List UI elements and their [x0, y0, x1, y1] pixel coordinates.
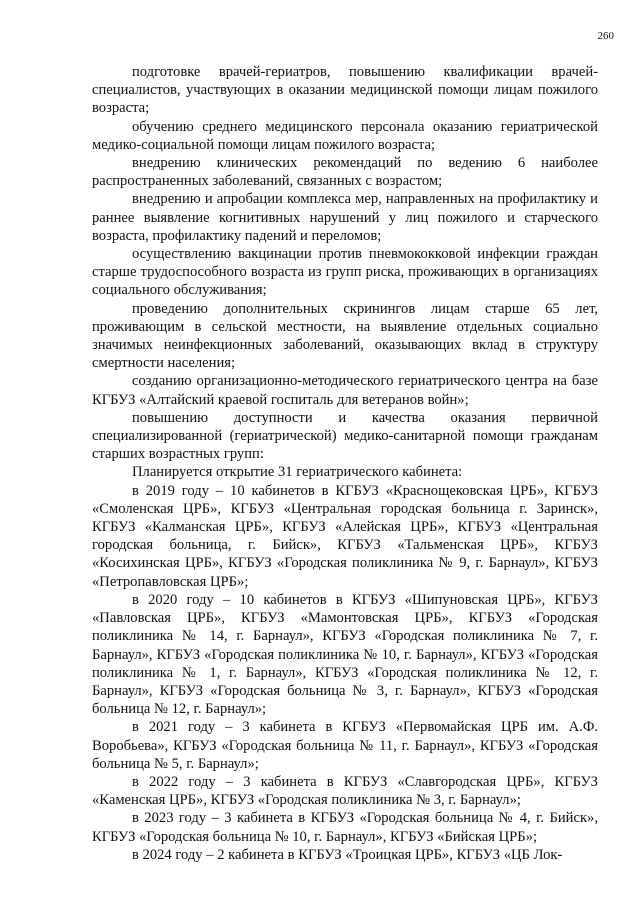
paragraph: подготовке врачей-гериатров, повышению квалификации врачей-специалистов, участвующих в оказании медицинской помощи лицам пожилого возраста;	[92, 64, 598, 117]
document-body	[92, 63, 598, 864]
paragraph: проведению дополнительных скринингов лицам старше 65 лет, проживающим в сельской местности, на выявление отдельных социально значимых неинфекционных заболеваний, оказывающих вклад в структуру смертности населения;	[92, 300, 598, 372]
paragraph: в 2020 году – 10 кабинетов в КГБУЗ «Шипуновская ЦРБ», КГБУЗ «Павловская ЦРБ», КГБУЗ «Мамонтовская ЦРБ», КГБУЗ «Городская поликлиника № 14, г. Барнаул», КГБУЗ «Городская поликлиника № 7, г. Барнаул», КГБУЗ «Городская поликлиника № 10, г. Барнаул», КГБУЗ «Городская поликлиника № 1, г. Барнаул», КГБУЗ «Городская поликлиника № 12, г. Барнаул», КГБУЗ «Городская больница № 3, г. Барнаул», КГБУЗ «Городская больница № 12, г. Барнаул»;	[92, 591, 598, 718]
paragraph: повышению доступности и качества оказания первичной специализированной (гериатрической) медико-санитарной помощи гражданам старших возрастных групп:	[92, 409, 598, 463]
paragraph: в 2024 году – 2 кабинета в КГБУЗ «Троицкая ЦРБ», КГБУЗ «ЦБ Лок-	[132, 846, 563, 863]
paragraph: внедрению клинических рекомендаций по ведению 6 наиболее распространенных заболеваний, связанных с возрастом;	[92, 155, 598, 190]
paragraph: в 2021 году – 3 кабинета в КГБУЗ «Первомайская ЦРБ им. А.Ф. Воробьева», КГБУЗ «Городская больница № 11, г. Барнаул», КГБУЗ «Городская больница № 5, г. Барнаул»;	[92, 719, 598, 772]
paragraph: в 2023 году – 3 кабинета в КГБУЗ «Городская больница № 4, г. Бийск», КГБУЗ «Городская больница № 10, г. Барнаул», КГБУЗ «Бийская ЦРБ»;	[92, 810, 598, 845]
paragraph: в 2019 году – 10 кабинетов в КГБУЗ «Краснощековская ЦРБ», КГБУЗ «Смоленская ЦРБ», КГБУЗ «Центральная городская больница г. Заринск», КГБУЗ «Калманская ЦРБ», КГБУЗ «Алейская ЦРБ», КГБУЗ «Центральная городская больница, г. Бийск», КГБУЗ «Тальменская ЦРБ», КГБУЗ «Косихинская ЦРБ», КГБУЗ «Городская поликлиника № 9, г. Барнаул», КГБУЗ «Петропавловская ЦРБ»;	[92, 482, 598, 590]
page-number: 260	[597, 30, 614, 42]
paragraph: внедрению и апробации комплекса мер, направленных на профилактику и раннее выявление когнитивных нарушений у лиц пожилого и старческого возраста, профилактику падений и переломов;	[92, 191, 598, 244]
paragraph: созданию организационно-методического гериатрического центра на базе КГБУЗ «Алтайский краевой госпиталь для ветеранов войн»;	[92, 373, 598, 408]
paragraph: Планируется открытие 31 гериатрического кабинета:	[132, 464, 463, 481]
paragraph: в 2022 году – 3 кабинета в КГБУЗ «Славгородская ЦРБ», КГБУЗ «Каменская ЦРБ», КГБУЗ «Городская поликлиника № 3, г. Барнаул»;	[92, 773, 598, 809]
paragraph: обучению среднего медицинского персонала оказанию гериатрической медико-социальной помощи лицам пожилого возраста;	[92, 118, 598, 153]
paragraph: осуществлению вакцинации против пневмококковой инфекции граждан старше трудоспособного возраста из групп риска, проживающих в организациях социального обслуживания;	[92, 246, 598, 299]
